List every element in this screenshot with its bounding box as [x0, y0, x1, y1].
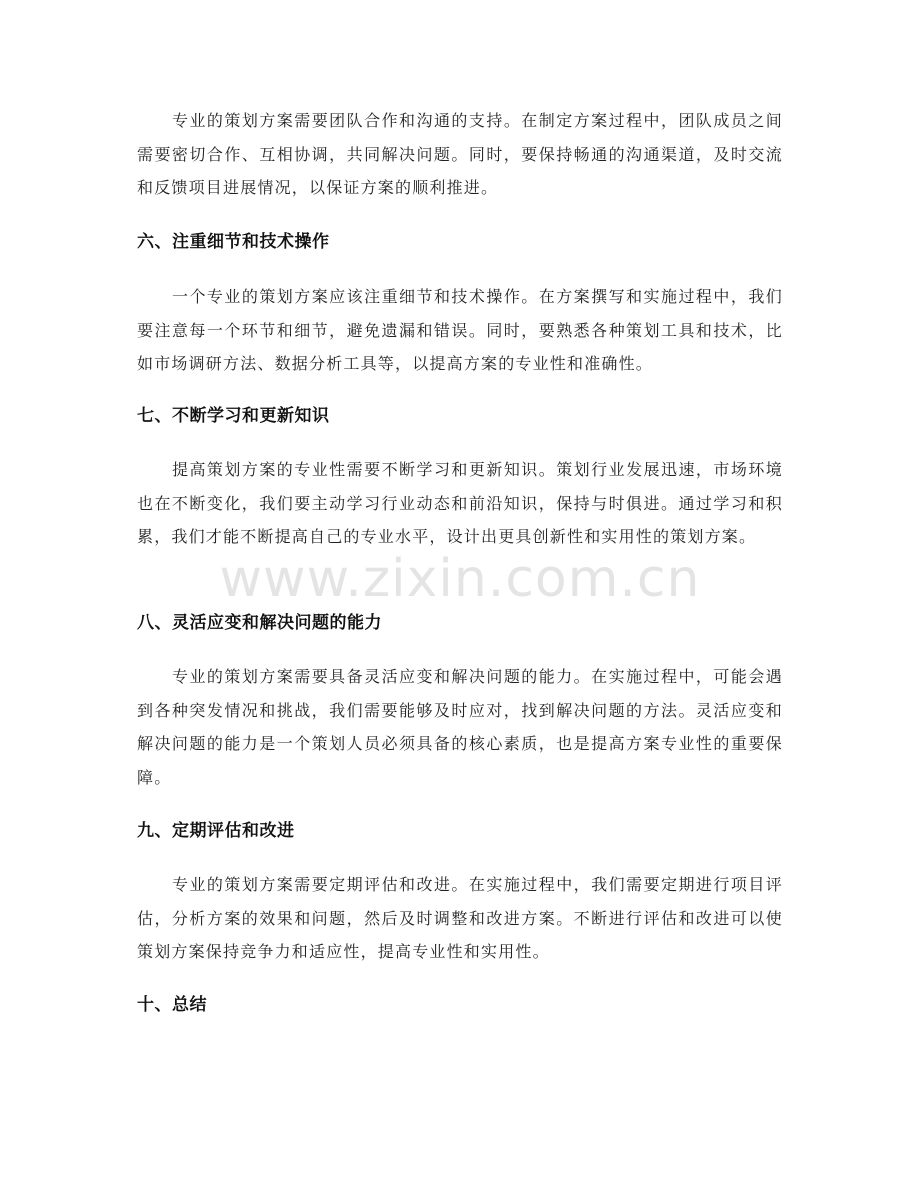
- watermark: www.zixin.com.cn: [219, 549, 701, 609]
- section-body-8: 专业的策划方案需要具备灵活应变和解决问题的能力。在实施过程中，可能会遇到各种突发情况和挑战，我们需要能够及时应对，找到解决问题的方法。灵活应变和解决问题的能力是一个策划人员必须具备的核心素质，也是提高方案专业性的重要保障。: [137, 667, 783, 787]
- section-body-9: 专业的策划方案需要定期评估和改进。在实施过程中，我们需要定期进行项目评估，分析方案的效果和问题，然后及时调整和改进方案。不断进行评估和改进可以使策划方案保持竞争力和适应性，提高专业性和实用性。: [137, 875, 783, 961]
- section-heading-9: 九、定期评估和改进: [137, 821, 295, 841]
- section-heading-8: 八、灵活应变和解决问题的能力: [137, 613, 382, 633]
- section-heading-6: 六、注重细节和技术操作: [137, 232, 330, 252]
- intro-paragraph: 专业的策划方案需要团队合作和沟通的支持。在制定方案过程中，团队成员之间需要密切合作、互相协调，共同解决问题。同时，要保持畅通的沟通渠道，及时交流和反馈项目进展情况，以保证方案的顺利推进。: [137, 111, 783, 197]
- section-body-7: 提高策划方案的专业性需要不断学习和更新知识。策划行业发展迅速，市场环境也在不断变化，我们要主动学习行业动态和前沿知识，保持与时俱进。通过学习和积累，我们才能不断提高自己的专业水平，设计出更具创新性和实用性的策划方案。: [137, 460, 783, 546]
- section-heading-7: 七、不断学习和更新知识: [137, 406, 330, 426]
- section-heading-10: 十、总结: [137, 995, 207, 1015]
- section-body-6: 一个专业的策划方案应该注重细节和技术操作。在方案撰写和实施过程中，我们要注意每一个环节和细节，避免遗漏和错误。同时，要熟悉各种策划工具和技术，比如市场调研方法、数据分析工具等，以提高方案的专业性和准确性。: [137, 287, 783, 373]
